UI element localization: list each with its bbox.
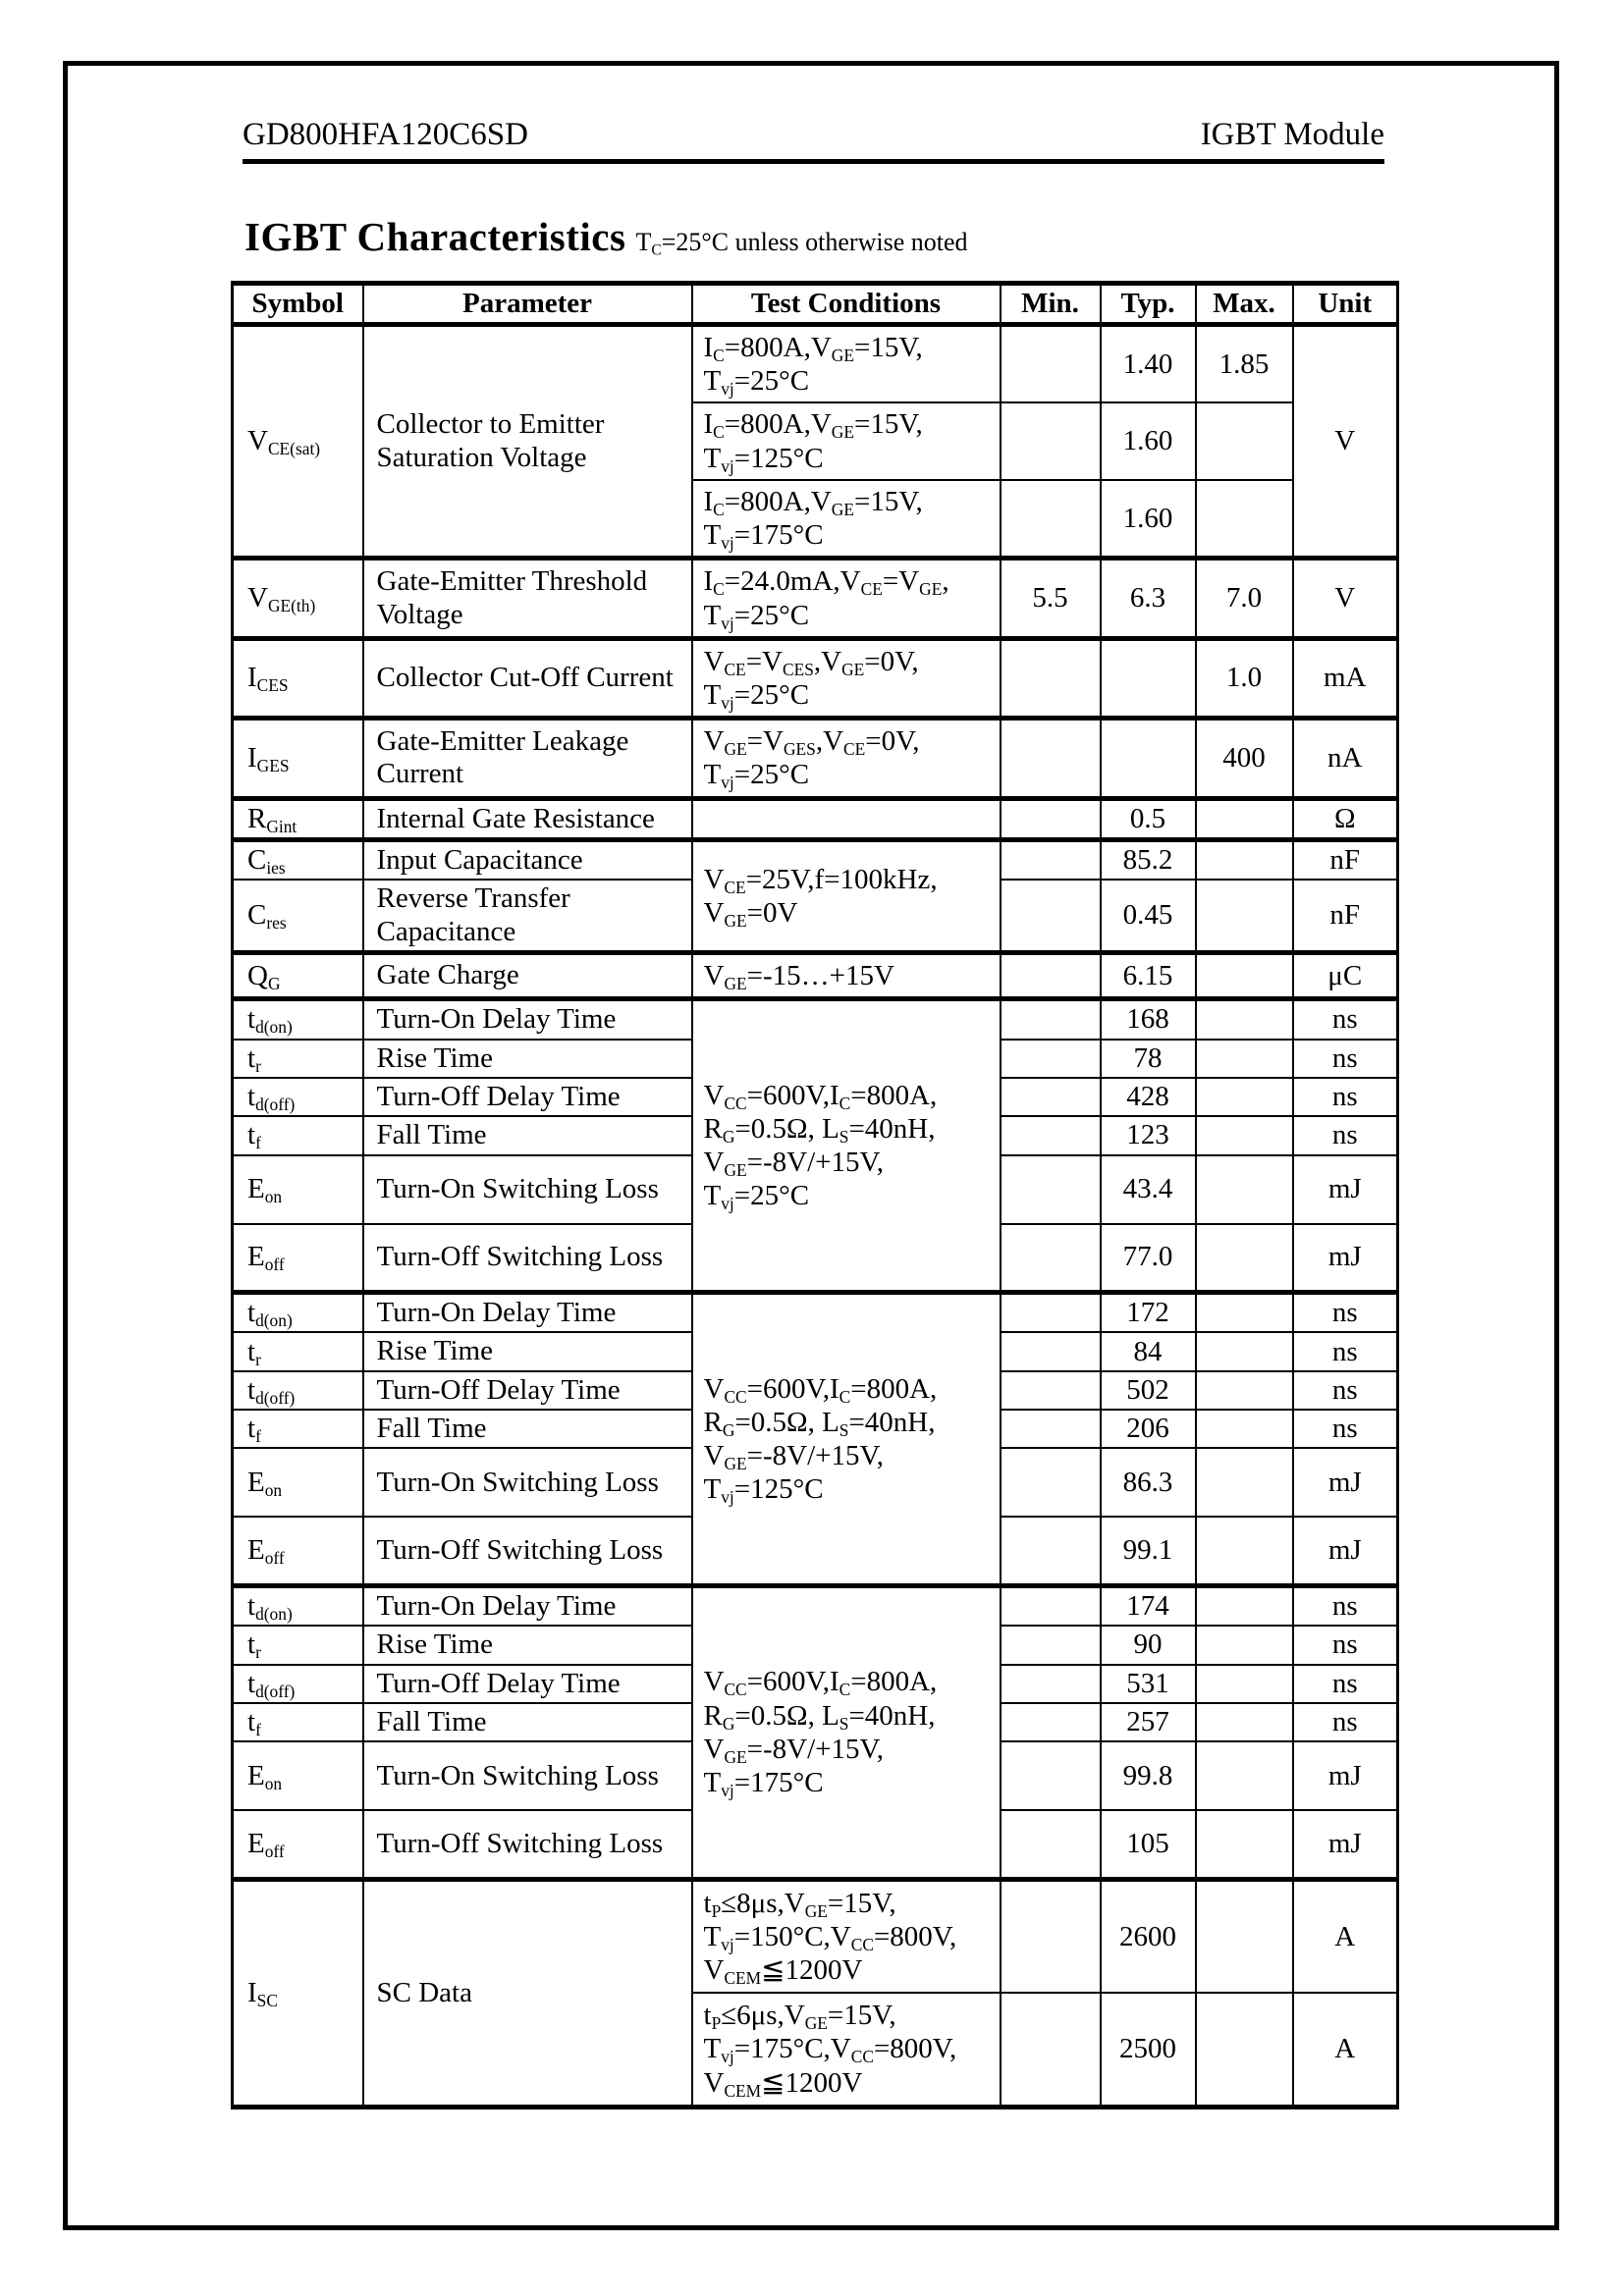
max-cell: 400 (1196, 719, 1293, 798)
unit-cell: ns (1293, 1293, 1398, 1333)
typ-cell: 0.45 (1101, 880, 1196, 952)
empty-cell (1001, 1879, 1101, 1993)
empty-cell (1196, 1371, 1293, 1410)
empty-cell (1001, 1665, 1101, 1703)
empty-cell (1196, 1293, 1293, 1333)
conditions-cell: $V_{GE}=-15\dots+15V$ (692, 953, 1001, 999)
empty-cell (1001, 1517, 1101, 1585)
empty-cell (1196, 1155, 1293, 1224)
product-type: IGBT Module (1200, 117, 1384, 152)
empty-cell (1001, 638, 1101, 718)
unit-cell: ns (1293, 1332, 1398, 1370)
typ-cell: 502 (1101, 1371, 1196, 1410)
empty-cell (1196, 1224, 1293, 1293)
parameter-cell: Rise Time (363, 1040, 692, 1078)
empty-cell (1001, 1116, 1101, 1154)
parameter-cell: Turn-Off Delay Time (363, 1078, 692, 1116)
conditions-cell: $V_{CC}=600V,I_C=800A$, $R_G=0.5\Omega$, $L_S=40nH$, $V_{GE}=-8V/+15V$, $T_{vj}=25^\circ C$ (692, 999, 1001, 1293)
empty-cell (1196, 1810, 1293, 1879)
empty-cell (1001, 798, 1101, 839)
symbol-cell: $I_{CES}$ (233, 638, 363, 718)
table-row-iges (233, 719, 1398, 798)
typ-cell: 84 (1101, 1332, 1196, 1370)
table-row-tdon-175c (233, 1585, 1398, 1626)
document-header (243, 115, 1384, 154)
parameter-cell: Turn-On Switching Loss (363, 1155, 692, 1224)
symbol-cell: $V_{GE(th)}$ (233, 559, 363, 638)
symbol-cell: $Q_G$ (233, 953, 363, 999)
typ-cell: 1.60 (1101, 480, 1196, 559)
conditions-cell: $t_P\le 8\mu s,V_{GE}=15V$, $T_{vj}=150^\circ C,V_{CC}=800V$, $V_{CEM}≦1200V$ (692, 1879, 1001, 1993)
unit-cell: ns (1293, 1371, 1398, 1410)
conditions-cell: $t_P\le 6\mu s,V_{GE}=15V$, $T_{vj}=175^\circ C,V_{CC}=800V$, $V_{CEM}≦1200V$ (692, 1993, 1001, 2107)
empty-cell (1001, 1810, 1101, 1879)
empty-cell (1196, 1993, 1293, 2107)
table-row-tdon-125c (233, 1293, 1398, 1333)
empty-cell (1001, 1703, 1101, 1741)
typ-cell: 78 (1101, 1040, 1196, 1078)
column-header-unit: Unit (1293, 284, 1398, 325)
typ-cell: 105 (1101, 1810, 1196, 1879)
empty-cell (1001, 1155, 1101, 1224)
parameter-cell: Turn-Off Switching Loss (363, 1810, 692, 1879)
empty-cell (1196, 1517, 1293, 1585)
typ-cell: 2500 (1101, 1993, 1196, 2107)
typ-cell: 168 (1101, 999, 1196, 1040)
unit-cell: ns (1293, 1078, 1398, 1116)
empty-cell (1001, 325, 1101, 403)
symbol-cell: $R_{Gint}$ (233, 798, 363, 839)
symbol-cell: $E_{off}$ (233, 1810, 363, 1879)
unit-cell: mJ (1293, 1224, 1398, 1293)
parameter-cell: Turn-Off Switching Loss (363, 1517, 692, 1585)
empty-cell (1196, 1585, 1293, 1626)
typ-cell: 77.0 (1101, 1224, 1196, 1293)
empty-cell (1001, 953, 1101, 999)
empty-cell (1001, 1993, 1101, 2107)
conditions-cell: $V_{CC}=600V,I_C=800A$, $R_G=0.5\Omega$, $L_S=40nH$, $V_{GE}=-8V/+15V$, $T_{vj}=125^\circ C$ (692, 1293, 1001, 1586)
typ-cell: 90 (1101, 1626, 1196, 1664)
typ-cell: 172 (1101, 1293, 1196, 1333)
empty-cell (1196, 1448, 1293, 1517)
table-row-qg (233, 953, 1398, 999)
conditions-cell: $I_C=800A,V_{GE}=15V$, $T_{vj}=25^\circ C$ (692, 325, 1001, 403)
unit-cell: ns (1293, 1703, 1398, 1741)
empty-cell (1001, 1040, 1101, 1078)
unit-cell: mJ (1293, 1517, 1398, 1585)
symbol-cell: $t_r$ (233, 1332, 363, 1370)
conditions-cell: $V_{GE}=V_{GES},V_{CE}=0V$, $T_{vj}=25^\circ C$ (692, 719, 1001, 798)
symbol-cell: $E_{off}$ (233, 1224, 363, 1293)
symbol-cell: $t_f$ (233, 1410, 363, 1448)
empty-cell (1001, 1741, 1101, 1810)
parameter-cell: Rise Time (363, 1332, 692, 1370)
typ-cell: 123 (1101, 1116, 1196, 1154)
typ-cell: 86.3 (1101, 1448, 1196, 1517)
symbol-cell: $t_{d(off)}$ (233, 1665, 363, 1703)
unit-cell: nA (1293, 719, 1398, 798)
unit-cell: A (1293, 1879, 1398, 1993)
parameter-cell: Turn-On Delay Time (363, 1293, 692, 1333)
column-header-parameter: Parameter (363, 284, 692, 325)
symbol-cell: $E_{off}$ (233, 1517, 363, 1585)
empty-cell (1196, 839, 1293, 880)
unit-cell: V (1293, 559, 1398, 638)
parameter-cell: Fall Time (363, 1703, 692, 1741)
typ-cell: 174 (1101, 1585, 1196, 1626)
parameter-cell: Turn-On Delay Time (363, 1585, 692, 1626)
parameter-cell: Turn-Off Delay Time (363, 1665, 692, 1703)
empty-cell (1196, 953, 1293, 999)
parameter-cell: Gate Charge (363, 953, 692, 999)
typ-cell: 43.4 (1101, 1155, 1196, 1224)
page-border-frame (63, 61, 1559, 2230)
empty-cell (1001, 1371, 1101, 1410)
unit-cell: μC (1293, 953, 1398, 999)
column-header-max: Max. (1196, 284, 1293, 325)
unit-cell: mJ (1293, 1741, 1398, 1810)
conditions-cell: $I_C=800A,V_{GE}=15V$, $T_{vj}=125^\circ C$ (692, 402, 1001, 479)
symbol-cell: $t_{d(on)}$ (233, 1293, 363, 1333)
table-row-ices (233, 638, 1398, 718)
empty-cell (1101, 638, 1196, 718)
parameter-cell: Turn-On Switching Loss (363, 1741, 692, 1810)
symbol-cell: $E_{on}$ (233, 1448, 363, 1517)
typ-cell: 428 (1101, 1078, 1196, 1116)
parameter-cell: Internal Gate Resistance (363, 798, 692, 839)
max-cell: 1.85 (1196, 325, 1293, 403)
empty-cell (1001, 880, 1101, 952)
empty-cell (1196, 999, 1293, 1040)
column-header-symbol: Symbol (233, 284, 363, 325)
parameter-cell: Collector Cut-Off Current (363, 638, 692, 718)
empty-cell (1196, 1332, 1293, 1370)
column-header-min: Min. (1001, 284, 1101, 325)
empty-cell (1001, 1078, 1101, 1116)
empty-cell (1196, 1040, 1293, 1078)
table-header-row (233, 284, 1398, 325)
conditions-cell: $V_{CC}=600V,I_C=800A$, $R_G=0.5\Omega$, $L_S=40nH$, $V_{GE}=-8V/+15V$, $T_{vj}=175^\circ C$ (692, 1585, 1001, 1879)
table-row-rgint (233, 798, 1398, 839)
parameter-cell: Fall Time (363, 1116, 692, 1154)
symbol-cell: $t_{d(off)}$ (233, 1078, 363, 1116)
typ-cell: 6.3 (1101, 559, 1196, 638)
unit-cell: ns (1293, 1585, 1398, 1626)
parameter-cell: Gate-Emitter Leakage Current (363, 719, 692, 798)
empty-cell (1001, 402, 1101, 479)
max-cell: 1.0 (1196, 638, 1293, 718)
typ-cell: 0.5 (1101, 798, 1196, 839)
unit-cell: mJ (1293, 1810, 1398, 1879)
unit-cell: ns (1293, 1116, 1398, 1154)
empty-cell (1001, 719, 1101, 798)
section-title (244, 213, 968, 260)
empty-cell (1196, 480, 1293, 559)
empty-cell (1196, 1078, 1293, 1116)
symbol-cell: $t_{d(on)}$ (233, 1585, 363, 1626)
symbol-cell: $I_{SC}$ (233, 1879, 363, 2107)
empty-cell (1001, 1332, 1101, 1370)
conditions-cell: $I_C=800A,V_{GE}=15V$, $T_{vj}=175^\circ C$ (692, 480, 1001, 559)
table-row-vce-sat-25c (233, 325, 1398, 403)
symbol-cell: $t_{d(on)}$ (233, 999, 363, 1040)
symbol-cell: $I_{GES}$ (233, 719, 363, 798)
parameter-cell: Collector to Emitter Saturation Voltage (363, 325, 692, 559)
empty-cell (1196, 880, 1293, 952)
empty-cell (1001, 839, 1101, 880)
symbol-cell: $E_{on}$ (233, 1741, 363, 1810)
unit-cell: V (1293, 325, 1398, 559)
unit-cell: mA (1293, 638, 1398, 718)
typ-cell: 99.8 (1101, 1741, 1196, 1810)
typ-cell: 6.15 (1101, 953, 1196, 999)
table-row-vge-th (233, 559, 1398, 638)
empty-cell (1196, 1116, 1293, 1154)
unit-cell: ns (1293, 999, 1398, 1040)
typ-cell: 85.2 (1101, 839, 1196, 880)
empty-cell (1196, 798, 1293, 839)
min-cell: 5.5 (1001, 559, 1101, 638)
symbol-cell: $E_{on}$ (233, 1155, 363, 1224)
parameter-cell: Turn-Off Delay Time (363, 1371, 692, 1410)
unit-cell: Ω (1293, 798, 1398, 839)
unit-cell: mJ (1293, 1448, 1398, 1517)
parameter-cell: Turn-Off Switching Loss (363, 1224, 692, 1293)
unit-cell: ns (1293, 1626, 1398, 1664)
empty-cell (1196, 1665, 1293, 1703)
parameter-cell: SC Data (363, 1879, 692, 2107)
symbol-cell: $t_f$ (233, 1703, 363, 1741)
typ-cell: 206 (1101, 1410, 1196, 1448)
empty-cell (1001, 999, 1101, 1040)
table-row-isc-1 (233, 1879, 1398, 1993)
section-title-note: $T_C=25^\circ C$ unless otherwise noted (635, 228, 968, 259)
typ-cell: 1.60 (1101, 402, 1196, 479)
parameter-cell: Input Capacitance (363, 839, 692, 880)
empty-cell (1001, 480, 1101, 559)
parameter-cell: Reverse Transfer Capacitance (363, 880, 692, 952)
empty-cell (1196, 1626, 1293, 1664)
empty-cell (1001, 1293, 1101, 1333)
empty-cell (692, 798, 1001, 839)
typ-cell: 531 (1101, 1665, 1196, 1703)
max-cell: 7.0 (1196, 559, 1293, 638)
empty-cell (1001, 1626, 1101, 1664)
table-row-tdon-25c (233, 999, 1398, 1040)
symbol-cell: $C_{ies}$ (233, 839, 363, 880)
parameter-cell: Rise Time (363, 1626, 692, 1664)
parameter-cell: Turn-On Switching Loss (363, 1448, 692, 1517)
empty-cell (1196, 1879, 1293, 1993)
conditions-cell: $V_{CE}=V_{CES},V_{GE}=0V$, $T_{vj}=25^\circ C$ (692, 638, 1001, 718)
unit-cell: ns (1293, 1410, 1398, 1448)
typ-cell: 1.40 (1101, 325, 1196, 403)
parameter-cell: Fall Time (363, 1410, 692, 1448)
section-title-text: IGBT Characteristics (244, 214, 626, 259)
parameter-cell: Gate-Emitter Threshold Voltage (363, 559, 692, 638)
symbol-cell: $t_r$ (233, 1626, 363, 1664)
conditions-cell: $I_C=24.0mA,V_{CE}=V_{GE}$, $T_{vj}=25^\circ C$ (692, 559, 1001, 638)
empty-cell (1101, 719, 1196, 798)
empty-cell (1196, 1741, 1293, 1810)
unit-cell: A (1293, 1993, 1398, 2107)
symbol-cell: $C_{res}$ (233, 880, 363, 952)
symbol-cell: $t_r$ (233, 1040, 363, 1078)
symbol-cell: $t_{d(off)}$ (233, 1371, 363, 1410)
unit-cell: mJ (1293, 1155, 1398, 1224)
column-header-conditions: Test Conditions (692, 284, 1001, 325)
typ-cell: 99.1 (1101, 1517, 1196, 1585)
empty-cell (1196, 1703, 1293, 1741)
unit-cell: nF (1293, 839, 1398, 880)
symbol-cell: $V_{CE(sat)}$ (233, 325, 363, 559)
empty-cell (1001, 1585, 1101, 1626)
unit-cell: ns (1293, 1665, 1398, 1703)
empty-cell (1001, 1448, 1101, 1517)
unit-cell: ns (1293, 1040, 1398, 1078)
parameter-cell: Turn-On Delay Time (363, 999, 692, 1040)
part-number: GD800HFA120C6SD (243, 117, 528, 152)
empty-cell (1196, 402, 1293, 479)
typ-cell: 2600 (1101, 1879, 1196, 1993)
empty-cell (1001, 1224, 1101, 1293)
igbt-characteristics-table (231, 281, 1399, 2109)
column-header-typ: Typ. (1101, 284, 1196, 325)
table-row-cies (233, 839, 1398, 880)
header-underline (243, 159, 1384, 164)
empty-cell (1196, 1410, 1293, 1448)
typ-cell: 257 (1101, 1703, 1196, 1741)
unit-cell: nF (1293, 880, 1398, 952)
conditions-cell: $V_{CE}=25V,f=100kHz$, $V_{GE}=0V$ (692, 839, 1001, 952)
symbol-cell: $t_f$ (233, 1116, 363, 1154)
empty-cell (1001, 1410, 1101, 1448)
